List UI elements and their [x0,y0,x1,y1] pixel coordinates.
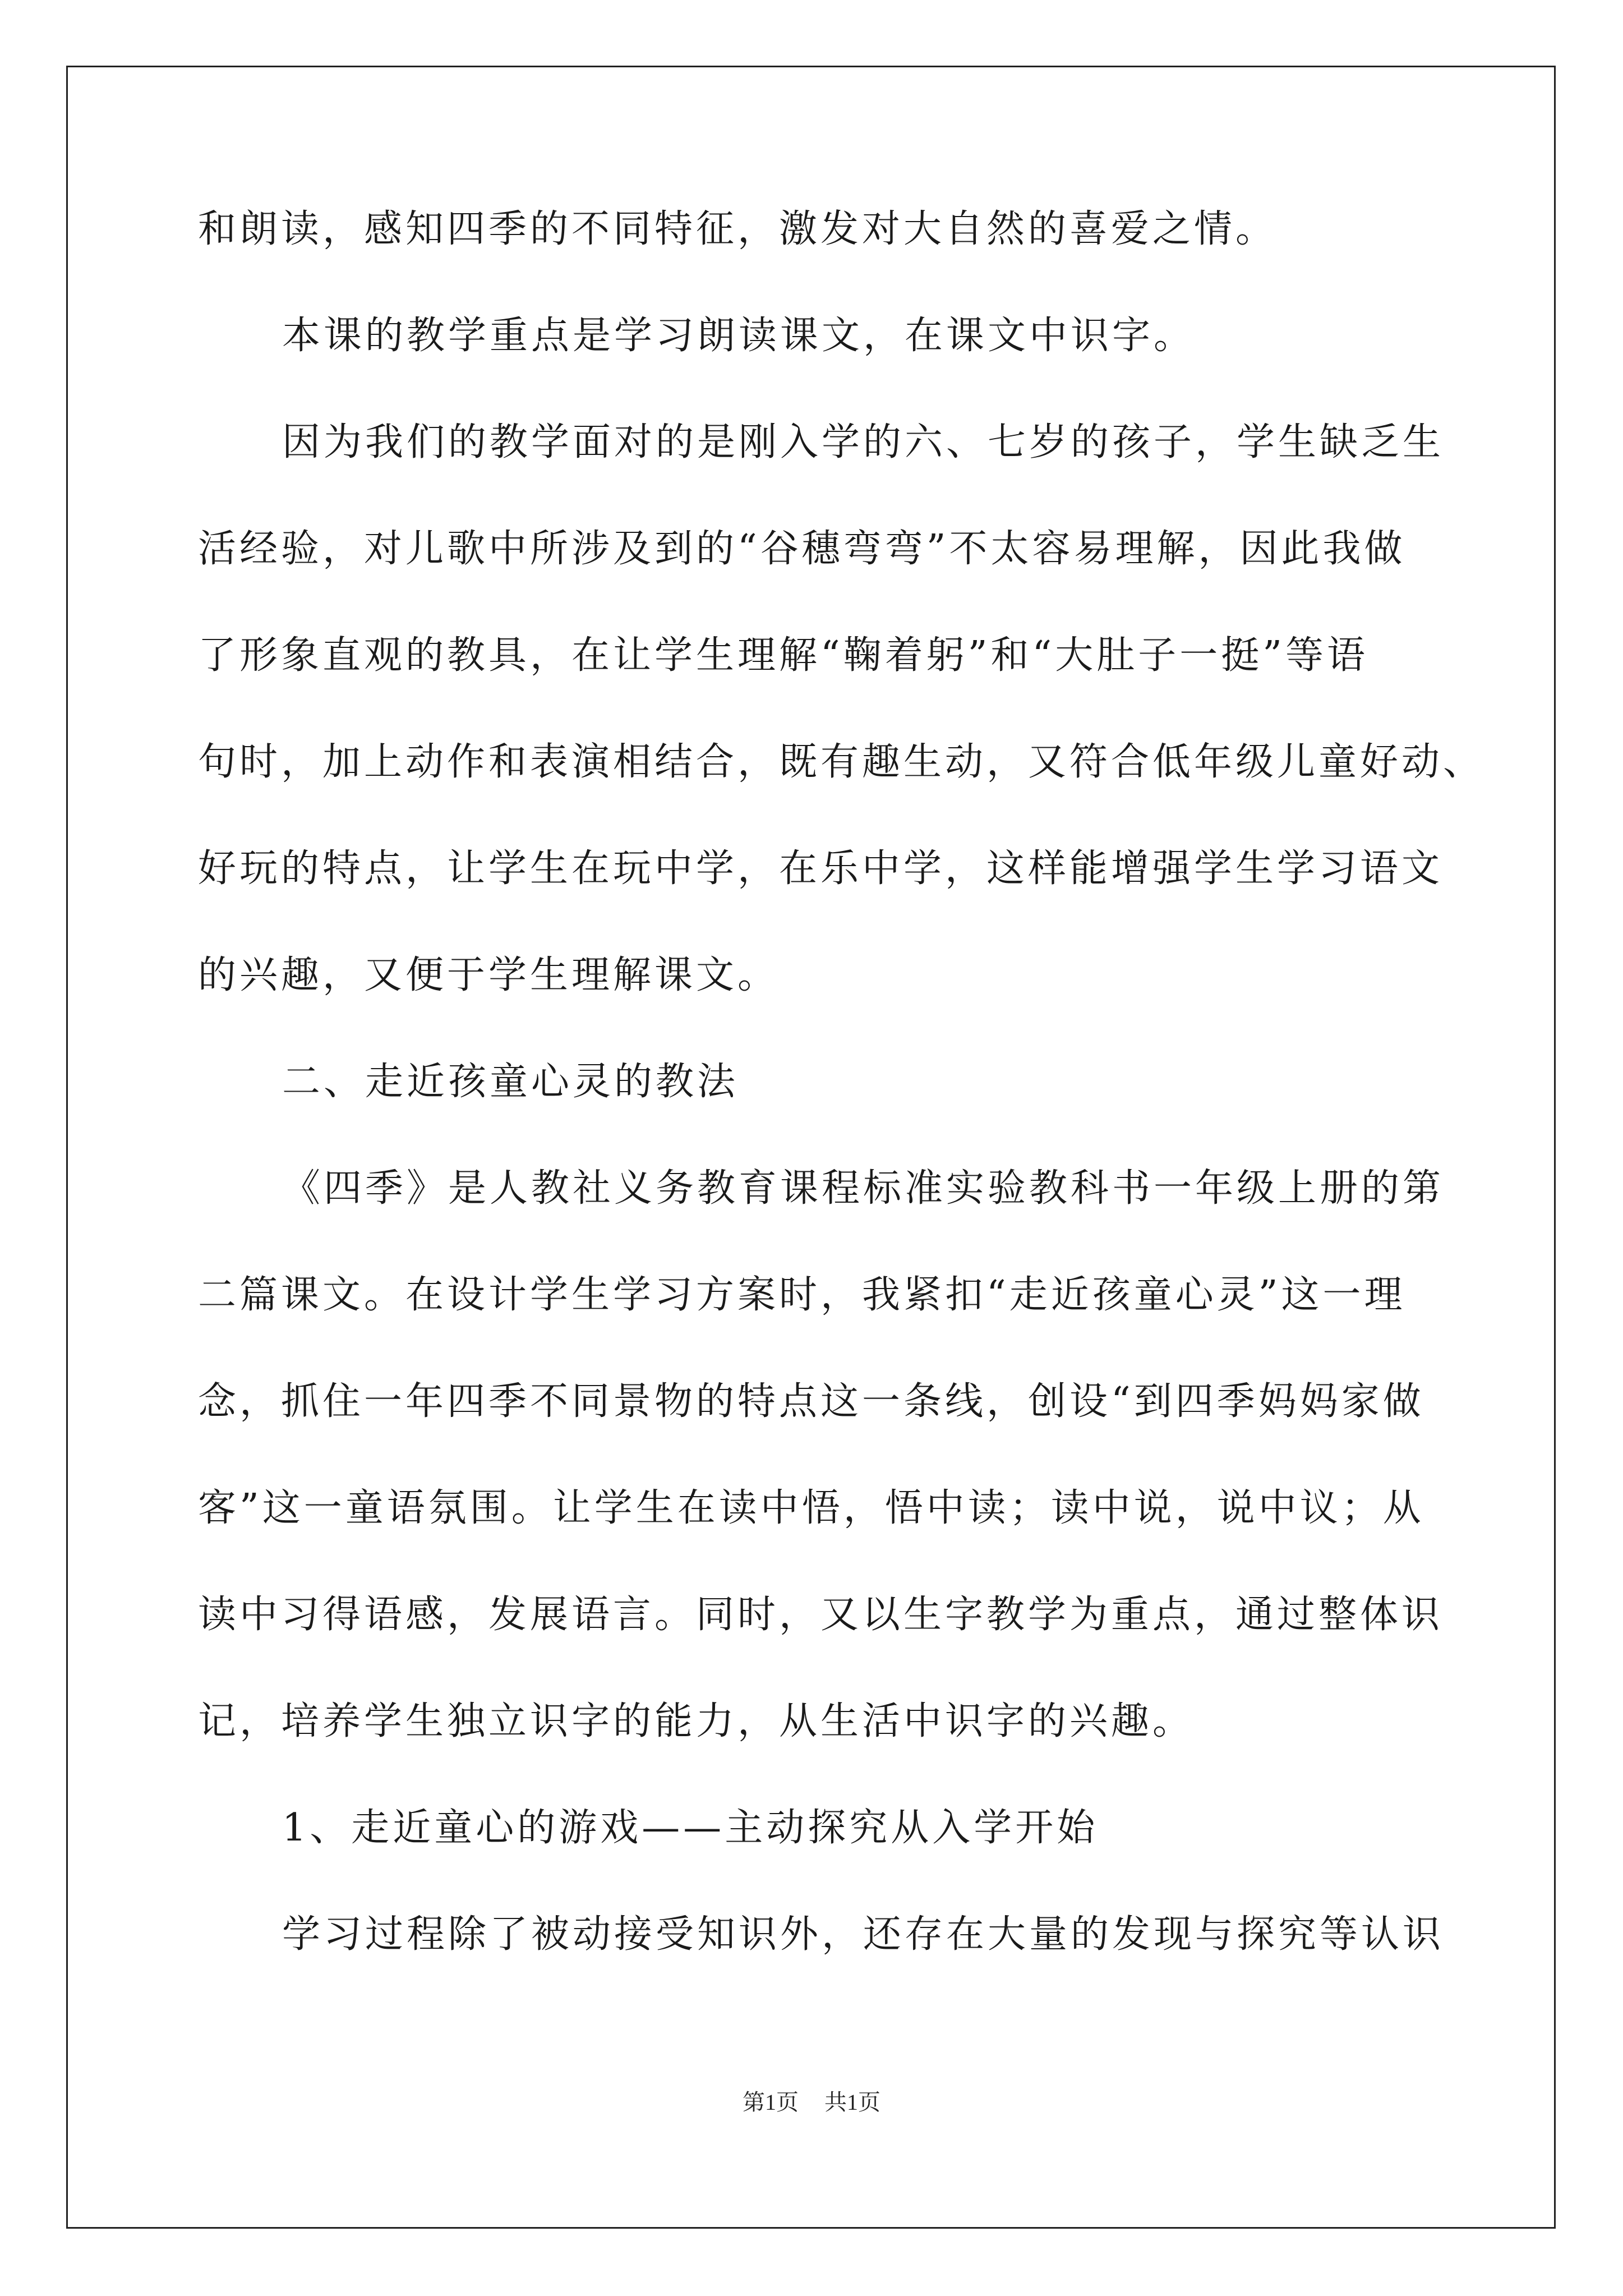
subsection-heading: 1、走近童心的游戏——主动探究从入学开始 [282,1806,1099,1850]
text-line: 学习过程除了被动接受知识外，还存在大量的发现与探究等认识 [282,1912,1445,1957]
document-body [198,207,1485,2022]
page-number: 第1页 [743,2090,799,2115]
section-heading: 二、走近孩童心灵的教法 [282,1060,739,1104]
text-line: 本课的教学重点是学习朗读课文，在课文中识字。 [282,314,1196,358]
text-line: 念，抓住一年四季不同景物的特点这一条线，创设“到四季妈妈家做 [198,1379,1424,1424]
text-line: 二篇课文。在设计学生学习方案时，我紧扣“走近孩童心灵”这一理 [198,1273,1406,1317]
text-line: 的兴趣，又便于学生理解课文。 [198,953,780,997]
text-line: 记，培养学生独立识字的能力，从生活中识字的兴趣。 [198,1699,1195,1743]
text-line: 和朗读，感知四季的不同特征，激发对大自然的喜爱之情。 [198,207,1278,251]
text-line: 客”这一童语氛围。让学生在读中悟，悟中读；读中说，说中议；从 [198,1486,1424,1530]
page-footer [0,2091,1623,2114]
text-line: 了形象直观的教具，在让学生理解“鞠着躬”和“大肚子一挺”等语 [198,633,1369,678]
text-line: 《四季》是人教社义务教育课程标准实验教科书一年级上册的第 [282,1166,1445,1211]
page-total: 共1页 [824,2090,880,2115]
text-line: 活经验，对儿歌中所涉及到的“谷穗弯弯”不太容易理解，因此我做 [198,527,1406,571]
text-line: 因为我们的教学面对的是刚入学的六、七岁的孩子，学生缺乏生 [282,420,1445,464]
text-line: 好玩的特点，让学生在玩中学，在乐中学，这样能增强学生学习语文 [198,846,1444,891]
text-line: 读中习得语感，发展语言。同时，又以生字教学为重点，通过整体识 [198,1593,1444,1637]
text-line: 句时，加上动作和表演相结合，既有趣生动，又符合低年级儿童好动、 [198,740,1485,784]
